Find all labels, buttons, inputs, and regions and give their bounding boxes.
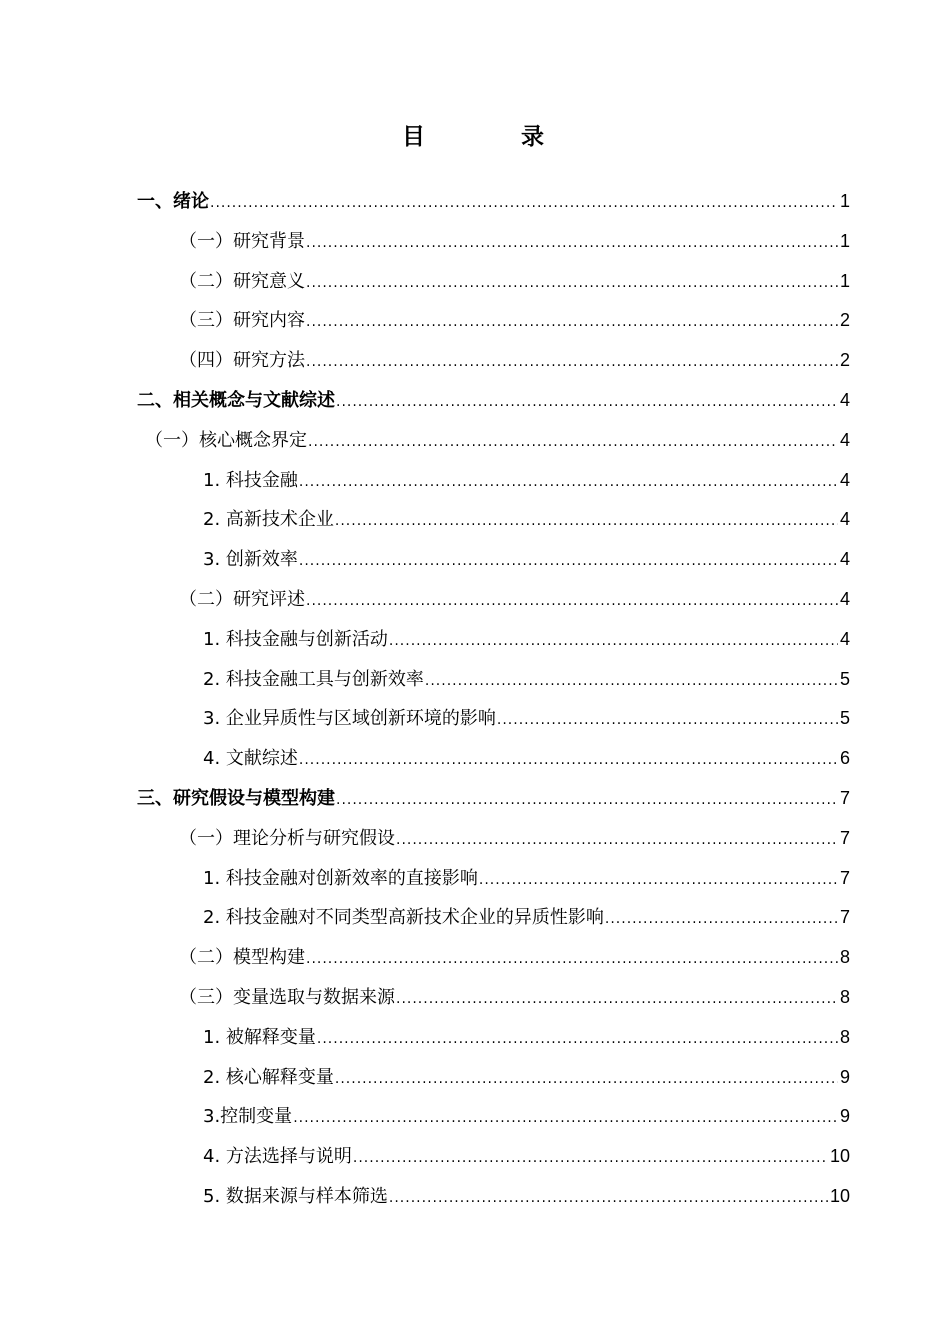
toc-entry-label: 1. 科技金融 xyxy=(203,469,298,491)
toc-entry[interactable] xyxy=(137,181,850,221)
toc-entry-label: （二）研究评述 xyxy=(179,589,305,610)
toc-entry-label: （三）研究内容 xyxy=(179,310,305,332)
toc-entry[interactable] xyxy=(179,579,850,619)
toc-dot-leader xyxy=(389,1178,828,1218)
toc-entry-label: 三、研究假设与模型构建 xyxy=(137,788,335,809)
toc-entry-label: 3. 创新效率 xyxy=(203,549,298,571)
toc-entry-label: （一）核心概念界定 xyxy=(145,429,307,451)
toc-entry[interactable] xyxy=(203,1057,850,1097)
toc-entry[interactable] xyxy=(179,221,850,261)
toc-page-number: 5 xyxy=(839,668,850,689)
toc-page-number: 10 xyxy=(829,1186,850,1206)
toc-page-number: 4 xyxy=(839,509,850,530)
toc-entry-label: 2. 高新技术企业 xyxy=(203,509,334,531)
toc-dot-leader xyxy=(335,501,838,541)
toc-page-number: 7 xyxy=(839,827,850,848)
toc-entry[interactable] xyxy=(179,300,850,340)
toc-entry[interactable] xyxy=(203,619,850,659)
toc-title: 目 录 xyxy=(401,124,588,150)
toc-entry-label: （三）变量选取与数据来源 xyxy=(179,987,395,1008)
toc-dot-leader xyxy=(389,621,838,661)
toc-entry-label: （四）研究方法 xyxy=(179,350,305,372)
toc-page-number: 4 xyxy=(839,589,850,609)
toc-page-number: 1 xyxy=(839,191,850,211)
toc-entry-label: 1. 被解释变量 xyxy=(203,1026,316,1048)
toc-entry[interactable] xyxy=(203,897,850,937)
toc-entry[interactable] xyxy=(203,460,850,500)
toc-entry-label: 5. 数据来源与样本筛选 xyxy=(203,1186,388,1207)
toc-page-number: 1 xyxy=(839,230,850,251)
toc-entry-label: 一、绪论 xyxy=(137,191,209,212)
toc-dot-leader xyxy=(353,1138,828,1178)
toc-page-number: 7 xyxy=(839,867,850,888)
toc-entry-label: （一）理论分析与研究假设 xyxy=(179,827,395,849)
toc-page-number: 4 xyxy=(839,469,850,490)
toc-dot-leader xyxy=(306,302,838,342)
toc-dot-leader xyxy=(317,1019,838,1059)
toc-entry-label: 2. 核心解释变量 xyxy=(203,1066,334,1088)
toc-entry-label: 3. 企业异质性与区域创新环境的影响 xyxy=(203,708,496,730)
toc-entry[interactable] xyxy=(137,778,850,818)
toc-entry[interactable] xyxy=(145,420,850,460)
toc-page-number: 8 xyxy=(839,1026,850,1047)
toc-dot-leader xyxy=(306,581,838,621)
toc-entry[interactable] xyxy=(203,1136,850,1176)
toc-dot-leader xyxy=(479,860,838,900)
toc-page-number: 4 xyxy=(839,628,850,649)
toc-entry[interactable] xyxy=(203,698,850,738)
toc-entry[interactable] xyxy=(203,1017,850,1057)
toc-entry-label: （一）研究背景 xyxy=(179,230,305,252)
toc-entry[interactable] xyxy=(203,539,850,579)
toc-entry-label: （二）研究意义 xyxy=(179,270,305,292)
toc-dot-leader xyxy=(336,382,838,422)
toc-entry[interactable] xyxy=(203,499,850,539)
toc-dot-leader xyxy=(425,661,838,701)
toc-dot-leader xyxy=(299,740,838,780)
toc-dot-leader xyxy=(299,462,838,502)
toc-entry[interactable] xyxy=(179,977,850,1017)
toc-page-number: 1 xyxy=(839,270,850,291)
toc-page-number: 10 xyxy=(829,1146,850,1167)
toc-entry-label: 1. 科技金融与创新活动 xyxy=(203,628,388,650)
toc-page-number: 4 xyxy=(839,549,850,570)
toc-entry[interactable] xyxy=(203,1096,850,1136)
toc-page-number: 4 xyxy=(839,429,850,450)
toc-entry[interactable] xyxy=(137,380,850,420)
toc-page-number: 4 xyxy=(839,390,850,410)
toc-dot-leader xyxy=(293,1098,838,1138)
toc-page-number: 6 xyxy=(839,748,850,769)
toc-entry[interactable] xyxy=(203,659,850,699)
toc-entry-label: 4. 方法选择与说明 xyxy=(203,1146,352,1168)
toc-page-number: 2 xyxy=(839,350,850,371)
toc-entry-label: 4. 文献综述 xyxy=(203,748,298,770)
toc-dot-leader xyxy=(306,342,838,382)
toc-entry[interactable] xyxy=(203,858,850,898)
toc-entry[interactable] xyxy=(179,937,850,977)
toc-entry[interactable] xyxy=(179,261,850,301)
toc-dot-leader xyxy=(306,263,838,303)
toc-entry[interactable] xyxy=(203,738,850,778)
toc-dot-leader xyxy=(299,541,838,581)
toc-page-number: 7 xyxy=(839,788,850,808)
toc-dot-leader xyxy=(336,780,838,820)
toc-dot-leader xyxy=(335,1059,838,1099)
toc-page-number: 7 xyxy=(839,907,850,928)
toc-dot-leader xyxy=(306,939,838,979)
toc-page-number: 9 xyxy=(839,1106,850,1127)
toc-entry-label: 1. 科技金融对创新效率的直接影响 xyxy=(203,867,478,889)
toc-page-number: 5 xyxy=(839,708,850,729)
toc-page-number: 8 xyxy=(839,947,850,968)
toc-entry-label: 2. 科技金融对不同类型高新技术企业的异质性影响 xyxy=(203,907,604,929)
toc-page-number: 2 xyxy=(839,310,850,331)
toc-dot-leader xyxy=(396,820,838,860)
toc-dot-leader xyxy=(605,899,838,939)
toc-dot-leader xyxy=(306,223,838,263)
toc-entry[interactable] xyxy=(179,340,850,380)
toc-entry-label: 二、相关概念与文献综述 xyxy=(137,390,335,411)
toc-dot-leader xyxy=(308,422,838,462)
toc-dot-leader xyxy=(396,979,838,1019)
toc-entry-label: 2. 科技金融工具与创新效率 xyxy=(203,668,424,690)
toc-entry[interactable] xyxy=(203,1176,850,1216)
toc-entry[interactable] xyxy=(179,818,850,858)
toc-dot-leader xyxy=(497,700,838,740)
toc-page-number: 8 xyxy=(839,987,850,1007)
toc-entry-label: 3.控制变量 xyxy=(203,1106,293,1128)
toc-page-number: 9 xyxy=(839,1066,850,1087)
toc-entry-label: （二）模型构建 xyxy=(179,947,305,969)
toc-dot-leader xyxy=(210,183,838,223)
